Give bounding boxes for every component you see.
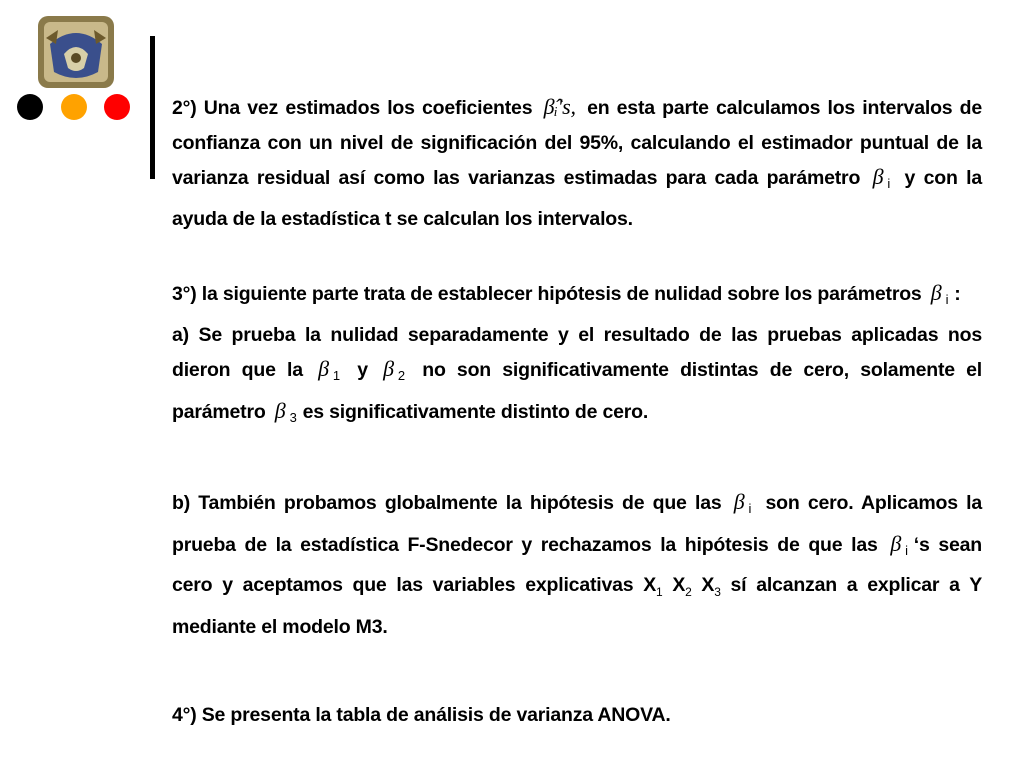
slide-content (172, 90, 982, 733)
text: no son significativamente distintas de cero, solamente el parámetro (172, 359, 983, 423)
bullet-dot-orange (61, 94, 87, 120)
text: : (954, 283, 961, 305)
paragraph-step-3 (172, 276, 982, 318)
beta-symbol: β (930, 280, 942, 305)
text: X (701, 574, 715, 596)
beta-symbol: β (872, 164, 884, 189)
beta-symbol: β (274, 397, 286, 423)
bullet-dot-red (104, 94, 130, 120)
text: en esta parte calculamos los intervalos de confianza con un nivel de significación del 95%, calculando el estimador puntual de la varianza residual así como las varianzas estimadas para cada parámetro (172, 97, 983, 189)
subscript: 2 (685, 585, 692, 599)
beta-index: i (887, 176, 891, 191)
beta-index: i (945, 292, 949, 307)
bullet-dot-black (17, 94, 43, 120)
subscript: 1 (656, 585, 663, 599)
paragraph-step-2 (172, 90, 982, 236)
paragraph-step-3b (172, 485, 982, 644)
beta-index: 1 (332, 368, 340, 383)
paragraph-step-4 (172, 698, 982, 733)
text: X (672, 574, 686, 596)
text: ‘s sean cero y aceptamos que las variables explicativas X (172, 533, 983, 596)
beta-index: 2 (397, 368, 405, 383)
text: son cero. Aplicamos la prueba de la estadística F-Snedecor y rechazamos la hipótesis de que las (172, 492, 982, 556)
beta-index: i (905, 542, 908, 558)
beta-symbol: β (318, 356, 329, 381)
text: es significativamente distinto de cero. (302, 400, 649, 423)
text: 3°) la siguiente parte trata de establecer hipótesis de nulidad sobre los parámetros (172, 283, 922, 305)
beta-symbol: β (890, 530, 902, 556)
vertical-divider (150, 36, 155, 179)
paragraph-step-3a (172, 318, 982, 436)
beta-symbol: β (383, 356, 394, 381)
subscript: 3 (714, 585, 721, 599)
text: 2°) Una vez estimados los coeficientes (172, 97, 533, 119)
text: a) Se prueba la nulidad separadamente y el resultado de las pruebas aplicadas nos dieron que la (172, 323, 982, 381)
text: 4°) Se presenta la tabla de análisis de varianza ANOVA. (172, 704, 671, 726)
text: y con la ayuda de la estadística t se calculan los intervalos. (172, 167, 983, 230)
text: b) También probamos globalmente la hipótesis de que las (172, 492, 722, 514)
beta-index: i (748, 501, 752, 516)
beta-index: 3 (289, 409, 297, 425)
beta-symbol: β (733, 489, 745, 514)
text: y (357, 359, 368, 381)
university-crest-logo (36, 14, 116, 90)
text: sí alcanzan a explicar a Y mediante el modelo M3. (172, 574, 983, 638)
beta-hat-symbol: β̂ᵢ's, (543, 94, 576, 119)
